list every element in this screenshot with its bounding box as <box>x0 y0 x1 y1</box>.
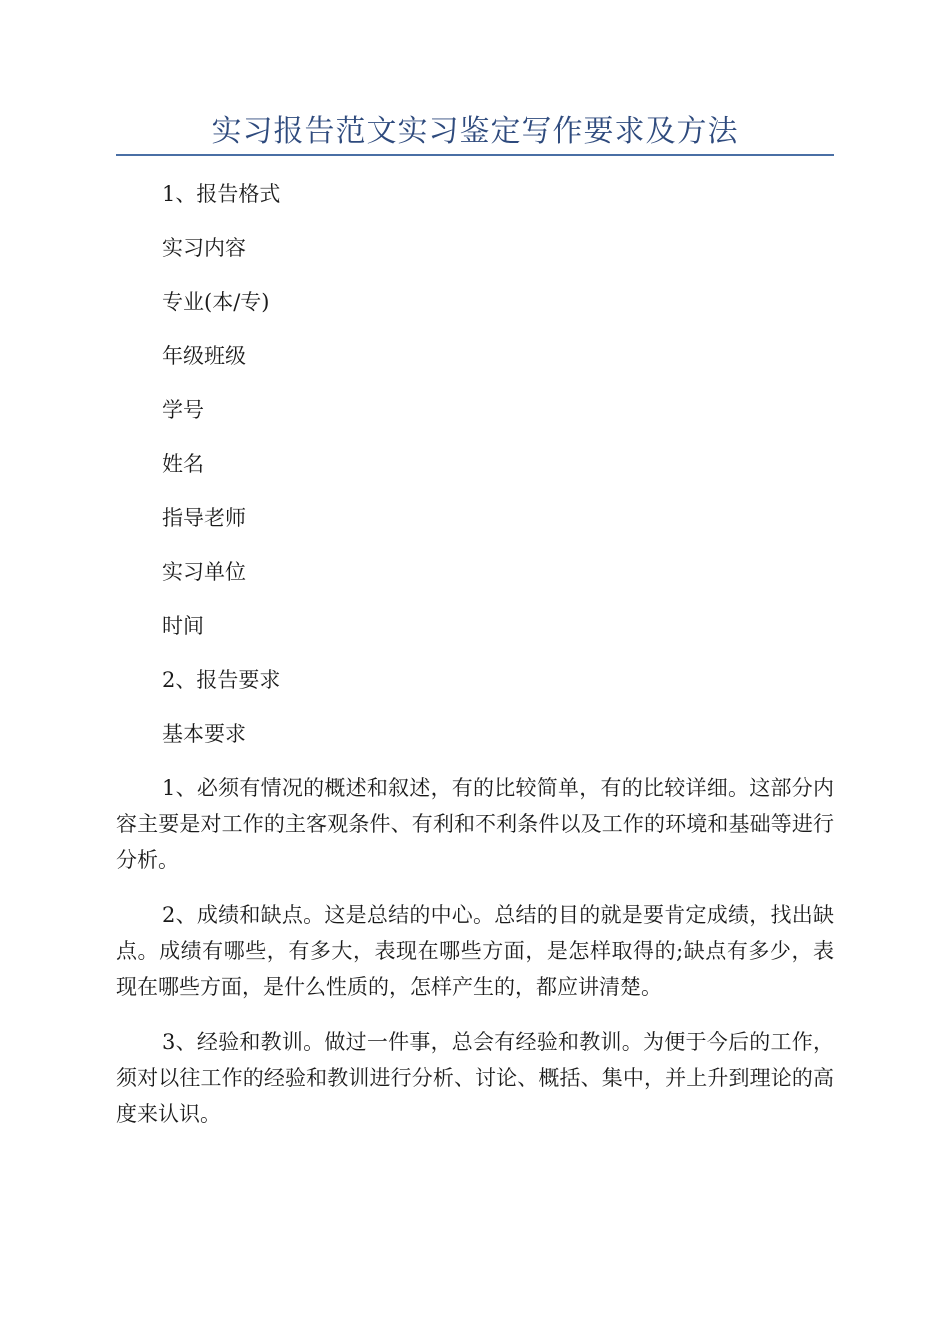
list-item: 实习内容 <box>162 236 246 260</box>
body-paragraphs <box>116 770 834 1151</box>
list-item: 时间 <box>162 614 204 638</box>
list-item: 专业(本/专) <box>162 290 270 314</box>
body-paragraph: 2、成绩和缺点。这是总结的中心。总结的目的就是要肯定成绩，找出缺点。成绩有哪些，有多大，表现在哪些方面，是怎样取得的;缺点有多少，表现在哪些方面，是什么性质的，怎样产生的，都应讲清楚。 <box>116 903 834 999</box>
section-heading-format: 1、报告格式 <box>162 182 281 206</box>
format-list <box>162 176 762 770</box>
subsection-heading: 基本要求 <box>162 722 246 746</box>
title-underline <box>116 154 834 156</box>
list-item: 指导老师 <box>162 506 246 530</box>
body-paragraph: 3、经验和教训。做过一件事，总会有经验和教训。为便于今后的工作，须对以往工作的经验和教训进行分析、讨论、概括、集中，并上升到理论的高度来认识。 <box>116 1030 834 1126</box>
section-heading-requirements: 2、报告要求 <box>162 668 281 692</box>
list-item: 实习单位 <box>162 560 246 584</box>
body-paragraph: 1、必须有情况的概述和叙述，有的比较简单，有的比较详细。这部分内容主要是对工作的主客观条件、有利和不利条件以及工作的环境和基础等进行分析。 <box>116 776 834 872</box>
list-item: 姓名 <box>162 452 204 476</box>
page-title: 实习报告范文实习鉴定写作要求及方法 <box>211 114 739 149</box>
list-item: 学号 <box>162 398 204 422</box>
list-item: 年级班级 <box>162 344 246 368</box>
